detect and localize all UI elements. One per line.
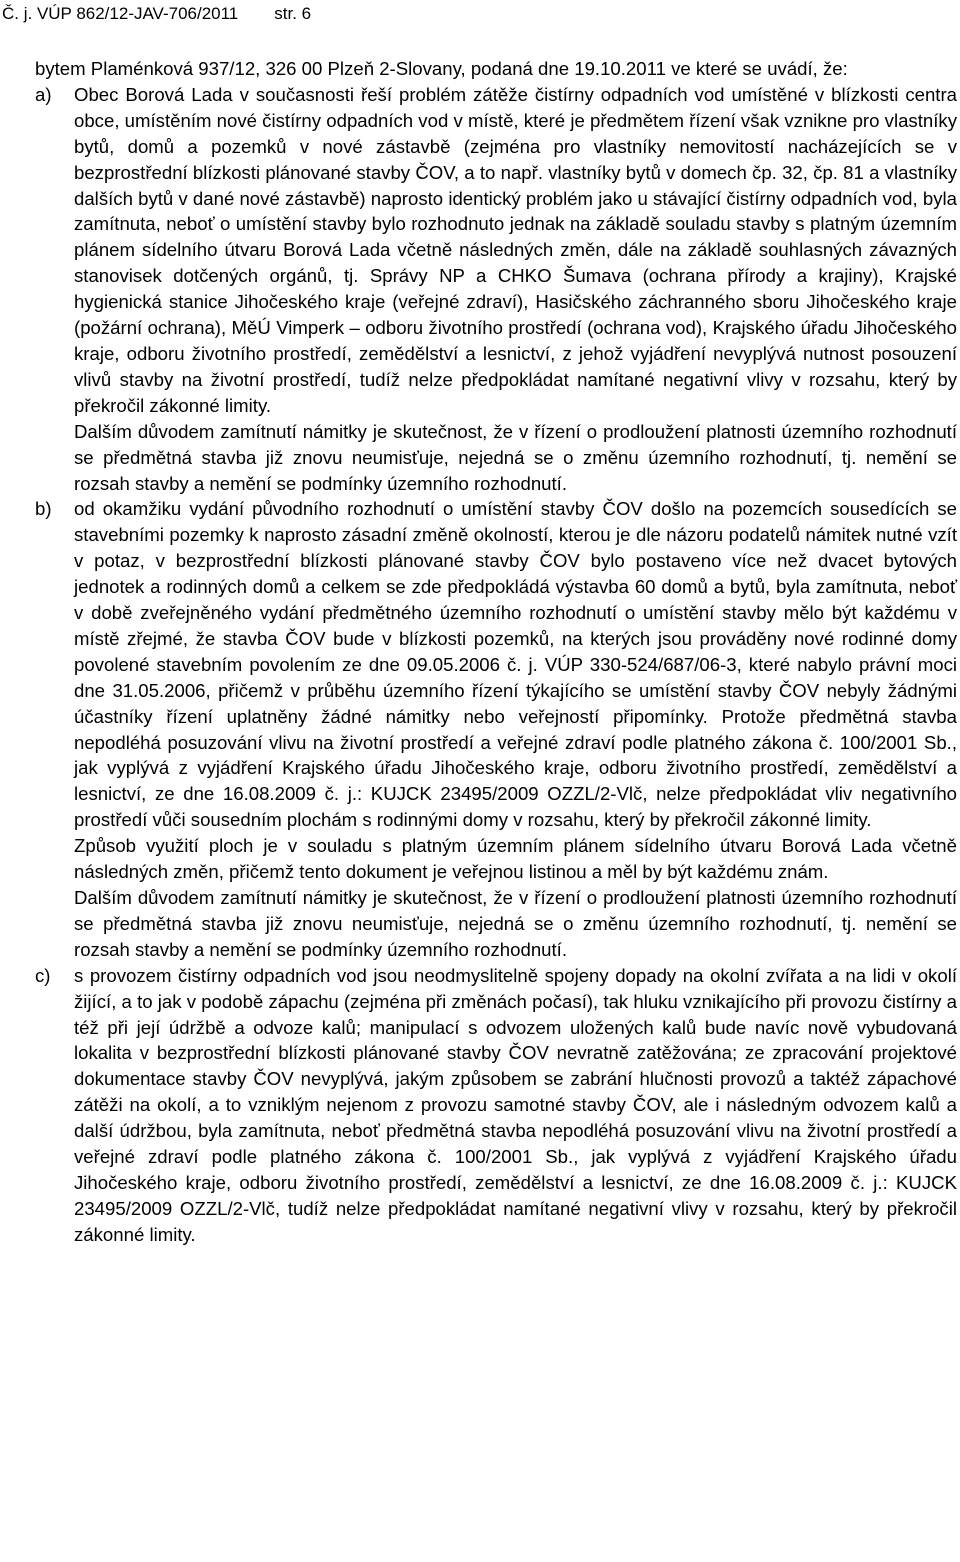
list-item-b [35,496,957,962]
document-body [35,56,957,1248]
list-marker: a) [35,83,52,105]
paragraph: Dalším důvodem zamítnutí námitky je skutečnost, že v řízení o prodloužení platnosti územního rozhodnutí se předmětná stavba již znovu neumisťuje, nejedná se o změnu územního rozhodnutí, tj. nemění se rozsah stavby a nemění se podmínky územního rozhodnutí. [74,420,957,494]
list-item-c [35,963,957,1248]
list-item-a [35,82,957,497]
paragraph: s provozem čistírny odpadních vod jsou neodmyslitelně spojeny dopady na okolní zvířata a na lidi v okolí žijící, a to jak v podobě zápachu (zejména při změnách počasí), tak hluku vznikajícího při provozu čistírny a též při její údržbě a odvoze kalů; manipulací s odvozem uložených kalů bude navíc nově vybudovaná lokalita v bezprostřední blízkosti plánované stavby ČOV nevratně zatěžována; ze zpracování projektové dokumentace stavby ČOV nevyplývá, jakým způsobem se zabrání hlučnosti provozů a taktéž zápachové zátěži na okolí, a to vzniklým nejenom z provozu samotné stavby ČOV, ale i následným odvozem kalů a další údržbou, byla zamítnuta, neboť předmětná stavba nepodléhá posuzování vlivu na životní prostředí a veřejné zdraví podle platného zákona č. 100/2001 Sb., jak vyplývá z vyjádření Krajského úřadu Jihočeského kraje, odboru životního prostředí, zemědělství a lesnictví, ze dne 16.08.2009 č. j.: KUJCK 23495/2009 OZZL/2-Vlč, tudíž nelze předpokládat namítané negativní vlivy v rozsahu, který by překročil zákonné limity. [74,964,957,1245]
list-marker: c) [35,964,51,986]
page-number: str. 6 [274,4,312,23]
intro-paragraph: bytem Plaménková 937/12, 326 00 Plzeň 2-Slovany, podaná dne 19.10.2011 ve které se uvádí, že: [35,58,848,79]
document-reference: Č. j. VÚP 862/12-JAV-706/2011 [2,4,239,23]
paragraph: Způsob využití ploch je v souladu s platným územním plánem sídelního útvaru Borová Lada včetně následných změn, přičemž tento dokument je veřejnou listinou a měl by být každému znám. [74,835,957,883]
page-header [2,3,311,25]
paragraph: od okamžiku vydání původního rozhodnutí o umístění stavby ČOV došlo na pozemcích sousedících se stavebními pozemky k naprosto zásadní změně okolností, kterou je dle názoru podatelů námitek nutné vzít v potaz, v bezprostřední blízkosti plánované stavby ČOV bylo postaveno více než dvacet bytových jednotek a rodinných domů a celkem se zde předpokládá výstavba 60 domů a bytů, byla zamítnuta, neboť v době zveřejněného vydání předmětného územního rozhodnutí o umístění stavby mělo být každému v místě zřejmé, že stavba ČOV bude v blízkosti pozemků, na kterých jsou prováděny nové rodinné domy povolené stavebním povolením ze dne 09.05.2006 č. j. VÚP 330-524/687/06-3, které nabylo právní moci dne 31.05.2006, přičemž v průběhu územního řízení týkajícího se umístění stavby ČOV nebyly žádnými účastníky řízení uplatněny žádné námitky nebo veřejností připomínky. Protože předmětná stavba nepodléhá posuzování vlivu na životní prostředí a veřejné zdraví podle platného zákona č. 100/2001 Sb., jak vyplývá z vyjádření Krajského úřadu Jihočeského kraje, odboru životního prostředí, zemědělství a lesnictví, ze dne 16.08.2009 č. j.: KUJCK 23495/2009 OZZL/2-Vlč, nelze předpokládat vliv negativního prostředí vůči sousedním plochám s rodinnými domy v rozsahu, který by překročil zákonné limity. [74,498,957,831]
paragraph: Obec Borová Lada v současnosti řeší problém zátěže čistírny odpadních vod umístěné v blízkosti centra obce, umístěním nové čistírny odpadních vod v místě, které je předmětem řízení však vznikne pro vlastníky bytů, domů a pozemků v nové zástavbě (zejména pro vlastníky nemovitostí nacházejících se v bezprostřední blízkosti plánované stavby ČOV, a to např. vlastníky bytů v domech čp. 32, čp. 81 a vlastníky dalších bytů v dané nové zástavbě) naprosto identický problém jako u stávající čistírny odpadních vod, byla zamítnuta, neboť o umístění stavby bylo rozhodnuto jednak na základě souladu stavby s platným územním plánem sídelního útvaru Borová Lada včetně následných změn, dále na základě souhlasných závazných stanovisek dotčených orgánů, tj. Správy NP a CHKO Šumava (ochrana přírody a krajiny), Krajské hygienická stanice Jihočeského kraje (veřejné zdraví), Hasičského záchranného sboru Jihočeského kraje (požární ochrana), MěÚ Vimperk – odboru životního prostředí (ochrana vod), Krajského úřadu Jihočeského kraje, odboru životního prostředí, zemědělství a lesnictví, z jehož vyjádření nevyplývá nutnost posouzení vlivů stavby na životní prostředí, tudíž nelze předpokládat namítané negativní vlivy v rozsahu, který by překročil zákonné limity. [74,83,957,416]
list-marker: b) [35,498,52,520]
paragraph: Dalším důvodem zamítnutí námitky je skutečnost, že v řízení o prodloužení platnosti územního rozhodnutí se předmětná stavba již znovu neumisťuje, nejedná se o změnu územního rozhodnutí, tj. nemění se rozsah stavby a nemění se podmínky územního rozhodnutí. [74,887,957,960]
